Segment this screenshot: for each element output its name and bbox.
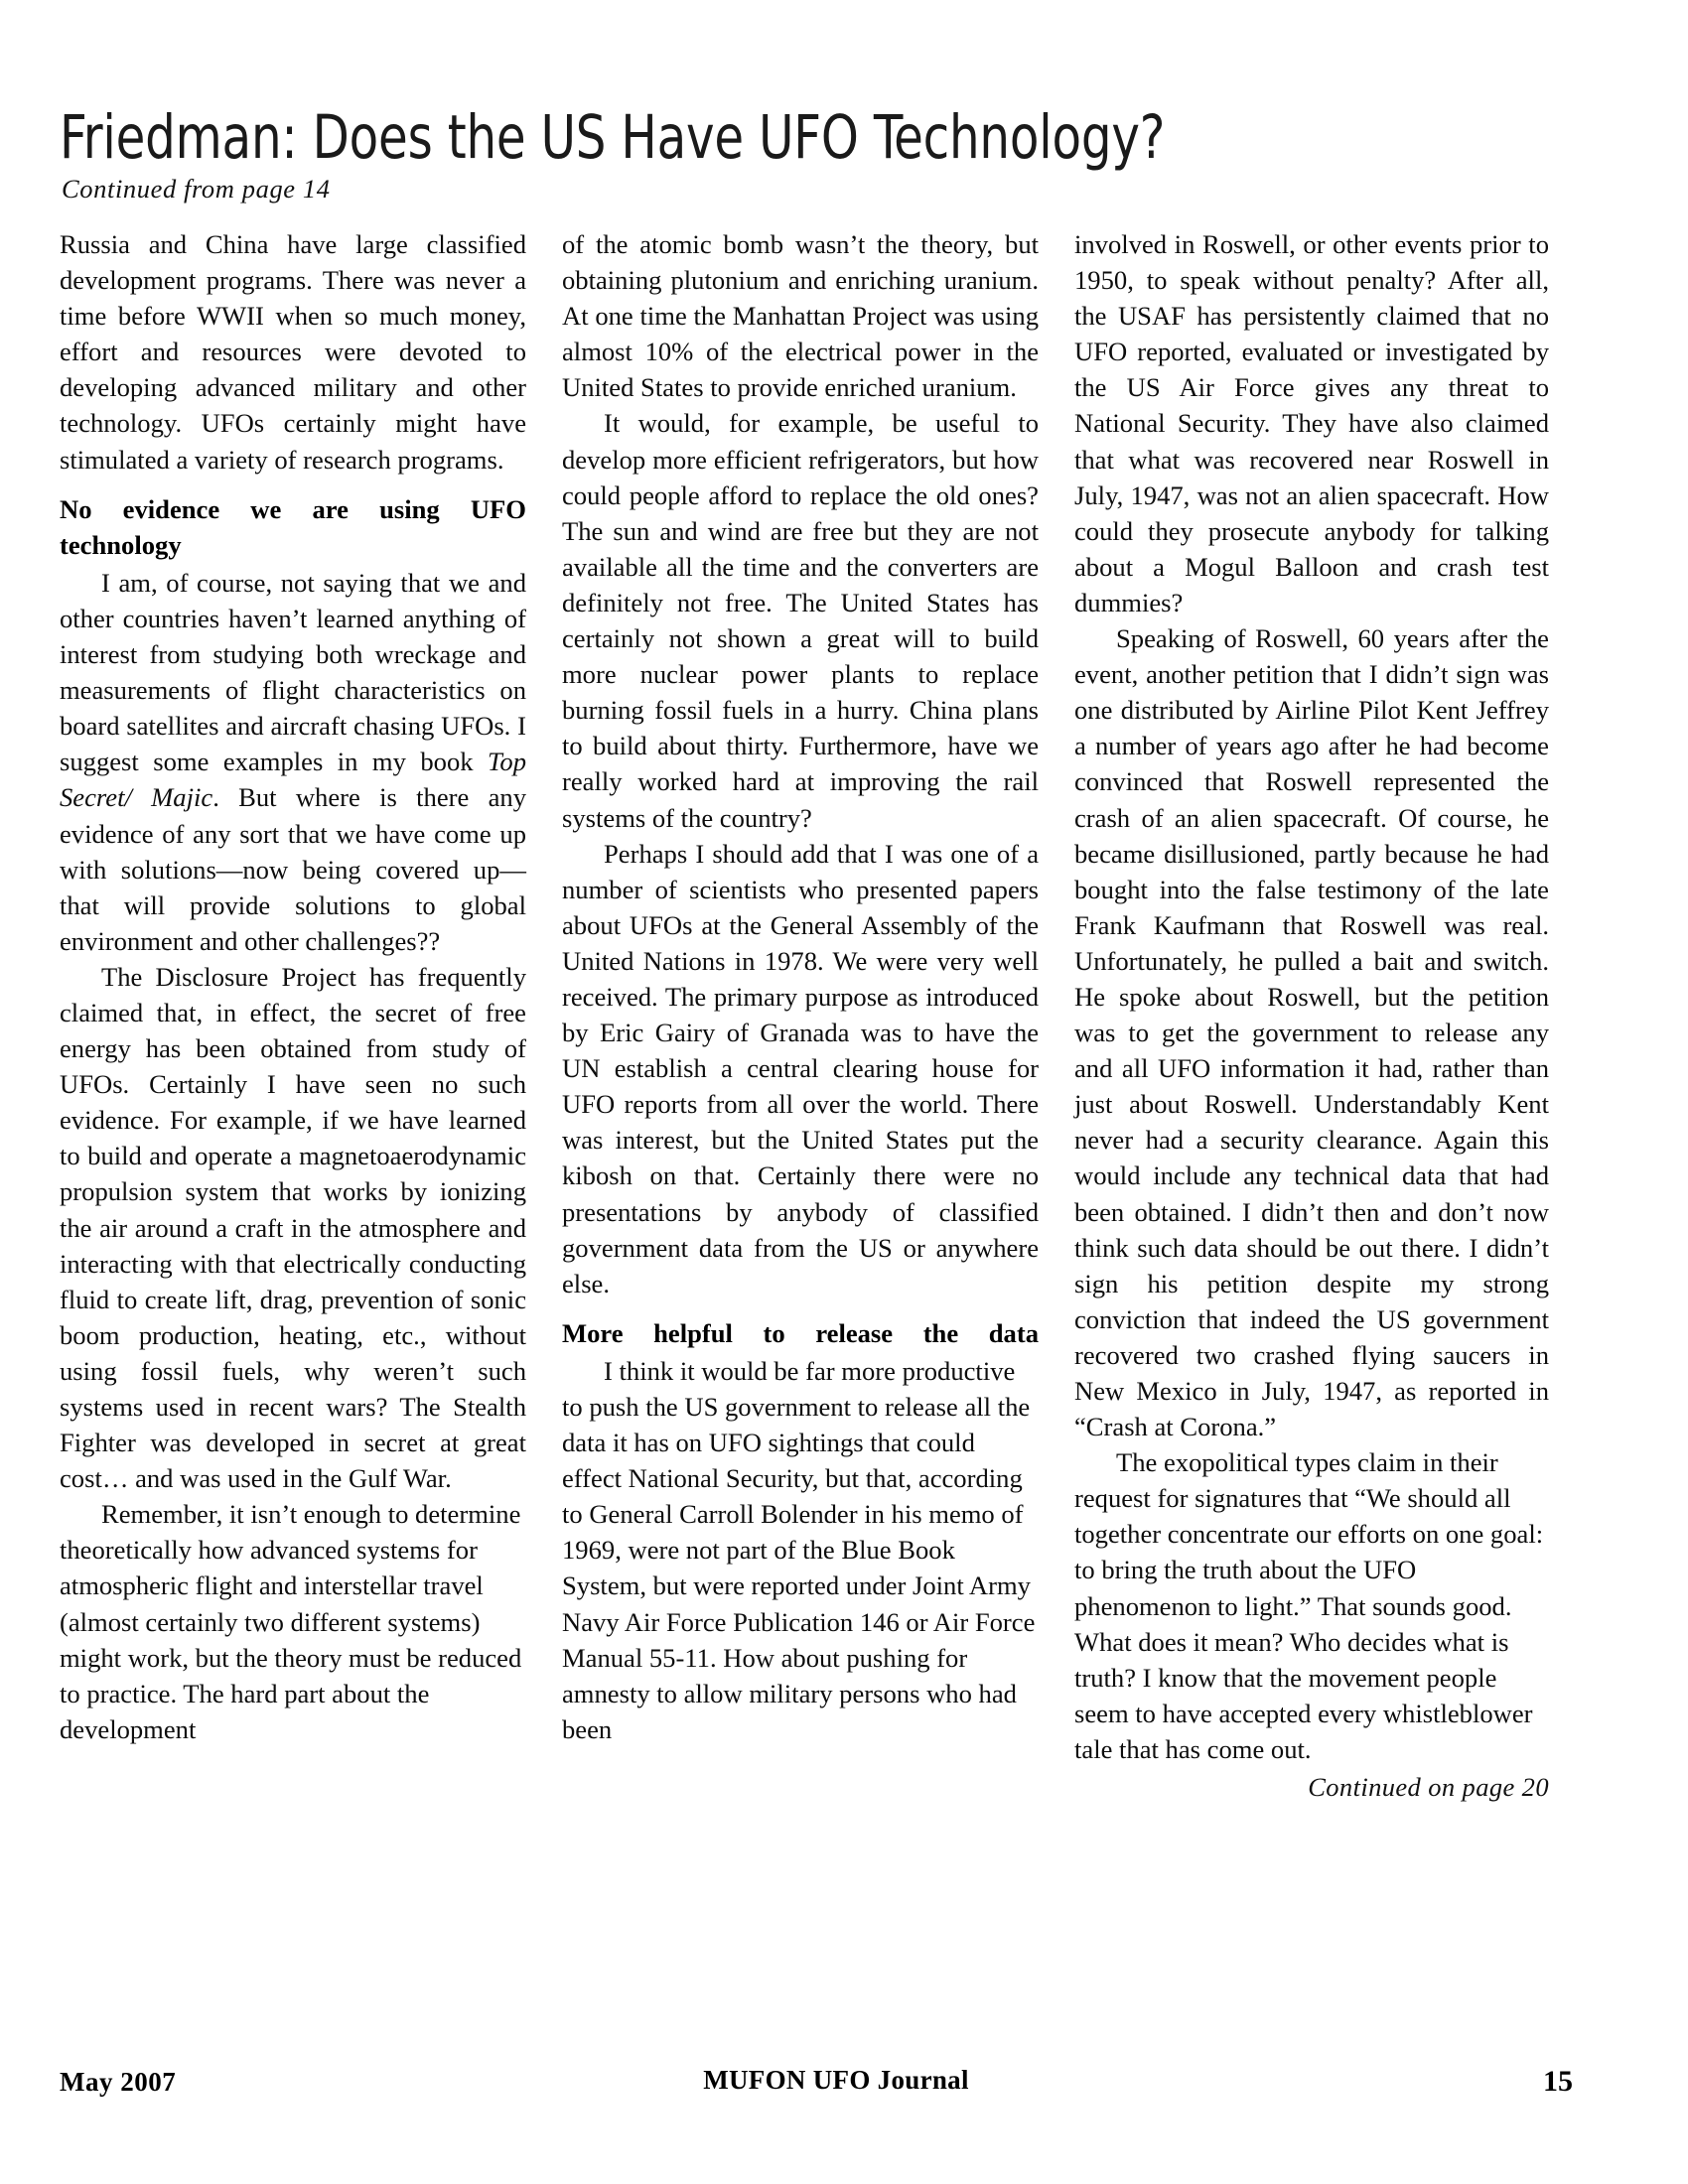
paragraph: Speaking of Roswell, 60 years after the event, another petition that I didn’t sign was one distributed by Airline Pilot Kent Jeffrey a number of years ago after he had become convinced that Roswell represented the crash of an alien spacecraft. Of course, he became disillusioned, partly because he had bought into the false testimony of the late Frank Kaufmann that Roswell was real. Unfortunately, he pulled a bait and switch. He spoke about Roswell, but the petition was to get the government to release any and all UFO information it had, rather than just about Roswell. Understandably Kent never had a security clearance. Again this would include any technical data that had been obtained. I didn’t then and don’t now think such data should be out there. I didn’t sign his petition despite my strong conviction that indeed the US government recovered two crashed flying saucers in New Mexico in July, 1947, as reported in “Crash at Corona.” xyxy=(1074,623,1549,1442)
article-column-3 xyxy=(1074,226,1549,1807)
paragraph xyxy=(60,565,526,959)
paragraph: I think it would be far more productive to push the US government to release all the data it has on UFO sightings that could effect National Security, but that, according to General Carroll Bolender in his memo of 1969, were not part of the Blue Book System, but were reported under Joint Army Navy Air Force Publication 146 or Air Force Manual 55-11. How about pushing for amnesty to allow military persons who had been xyxy=(562,1355,1036,1744)
paragraph: Perhaps I should add that I was one of a number of scientists who presented papers about UFOs at the General Assembly of the United Nations in 1978. We were very well received. The primary purpose as introduced by Eric Gairy of Granada was to have the UN establish a central clearing house for UFO reports from all over the world. There was interest, but the United States put the kibosh on that. Certainly there were no presentations by anybody of classified government data from the US or anywhere else. xyxy=(562,838,1039,1298)
section-subheading-more-helpful: More helpful to release the data xyxy=(562,1317,1039,1348)
paragraph: The exopolitical types claim in their request for signatures that “We should all together concentrate our efforts on one goal: to bring the truth about the UFO phenomenon to light.” That sounds good. What does it mean? Who decides what is truth? I know that the movement people seem to have accepted every whistleblower tale that has come out. xyxy=(1074,1447,1544,1764)
paragraph: Remember, it isn’t enough to determine theoretically how advanced systems for atmospheric flight and interstellar travel (almost certainly two different systems) might work, but the theory must be reduced to practice. The hard part about the development xyxy=(60,1499,522,1744)
paragraph-tail: . But where is there any evidence of any sort that we have come up with solutions—now being covered up—that will provide solutions to global environment and other challenges?? xyxy=(60,782,526,956)
book-title-italic: Top Secret/ Majic xyxy=(60,747,526,813)
continued-from-label: Continued from page 14 xyxy=(62,174,331,204)
footer-issue-date: May 2007 xyxy=(60,2067,177,2097)
paragraph: The Disclosure Project has frequently claimed that, in effect, the secret of free energy has been obtained from study of UFOs. Certainly I have seen no such evidence. For example, if we have learned to build and operate a magnetoaerodynamic propulsion system that works by ionizing the air around a craft in the atmosphere and interacting with that electrically conducting fluid to create lift, drag, prevention of sonic boom production, heating, etc., without using fossil fuels, why weren’t such systems used in recent wars? The Stealth Fighter was developed in secret at great cost… and was used in the Gulf War. xyxy=(60,961,526,1494)
section-subheading-no-evidence: No evidence we are using UFO technology xyxy=(60,493,526,560)
paragraph: Russia and China have large classified development programs. There was never a time before WWII when so much money, effort and resources were devoted to developing advanced military and other technology. UFOs certainly might have stimulated a variety of research programs. xyxy=(60,229,526,475)
paragraph-text: I am, of course, not saying that we and other countries haven’t learned anything of interest from studying both wreckage and measurements of flight characteristics on board satellites and aircraft chasing UFOs. I suggest some examples in my book xyxy=(60,567,526,777)
footer-publication-title: MUFON UFO Journal xyxy=(703,2065,969,2095)
paragraph: involved in Roswell, or other events prior to 1950, to speak without penalty? After all, the USAF has persistently claimed that no UFO reported, evaluated or investigated by the US Air Force gives any threat to National Security. They have also claimed that what was recovered near Roswell in July, 1947, was not an alien spacecraft. How could they prosecute anybody for talking about a Mogul Balloon and crash test dummies? xyxy=(1074,229,1549,617)
page-footer xyxy=(60,2065,1573,2099)
continued-on-label: Continued on page 20 xyxy=(1308,1772,1549,1803)
paragraph: It would, for example, be useful to develop more efficient refrigerators, but how could people afford to replace the old ones? The sun and wind are free but they are not available all the time and the converters are definitely not free. The United States has certainly not shown a great will to build more nuclear power plants to replace burning fossil fuels in a hurry. China plans to build about thirty. Furthermore, have we really worked hard at improving the rail systems of the country? xyxy=(562,408,1039,833)
article-columns xyxy=(60,226,1561,1807)
footer-page-number: 15 xyxy=(1543,2065,1573,2098)
paragraph: of the atomic bomb wasn’t the theory, but obtaining plutonium and enriching uranium. At one time the Manhattan Project was using almost 10% of the electrical power in the United States to provide enriched uranium. xyxy=(562,229,1039,403)
page-title: Friedman: Does the US Have UFO Technology? xyxy=(60,102,1166,173)
article-column-2 xyxy=(562,226,1039,1747)
article-column-1 xyxy=(60,226,526,1747)
